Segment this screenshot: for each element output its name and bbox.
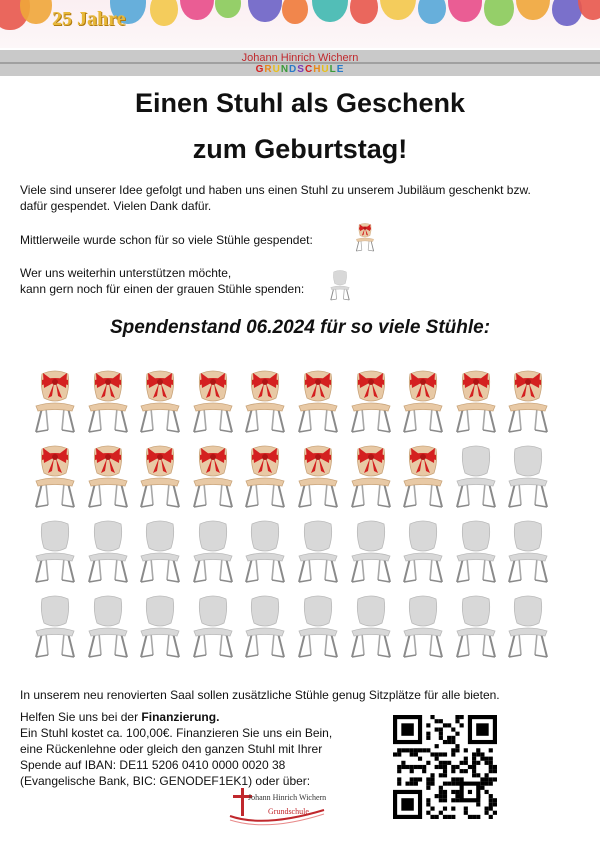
available-chair: [346, 518, 396, 584]
title-line-2: zum Geburtstag!: [192, 134, 408, 164]
iban-line: Spende auf IBAN: DE11 5206 0410 0000 0020 38: [20, 758, 286, 772]
donated-chair: [188, 443, 238, 509]
donated-chair: [293, 443, 343, 509]
available-chair: [398, 518, 448, 584]
qr-code[interactable]: [393, 715, 497, 819]
hall-note: In unserem neu renovierten Saal sollen zusätzliche Stühle genug Sitzplätze für alle bieten.: [20, 688, 500, 702]
title-line-1: Einen Stuhl als Geschenk: [134, 88, 466, 118]
available-chair: [135, 518, 185, 584]
available-chair: [451, 443, 501, 509]
intro-text-2: dafür gespendet. Vielen Dank dafür.: [20, 199, 212, 213]
available-chair: [240, 593, 290, 659]
available-chair: [30, 593, 80, 659]
available-chair: [503, 443, 553, 509]
logo-text-bottom: Grundschule: [268, 807, 309, 816]
support-note-2: kann gern noch für einen der grauen Stühle spenden:: [20, 282, 305, 296]
available-chair: [240, 518, 290, 584]
donated-chair: [83, 443, 133, 509]
available-chair: [451, 593, 501, 659]
school-name: Johann Hinrich Wichern: [241, 52, 359, 64]
donated-note: Mittlerweile wurde schon für so viele Stühle gespendet:: [20, 233, 313, 247]
donated-chair: [135, 368, 185, 434]
donated-chair: [30, 443, 80, 509]
help-line: [20, 709, 219, 725]
available-chair: [503, 593, 553, 659]
donated-chair: [188, 368, 238, 434]
school-type: GRUNDSCHULE: [255, 64, 345, 75]
cost-line: Ein Stuhl kostet ca. 100,00€. Finanzieren Sie uns ein Bein,: [20, 726, 333, 740]
donated-chair: [83, 368, 133, 434]
balloon-banner: [0, 0, 600, 48]
grey-chair-icon: [327, 269, 353, 301]
support-note-1: Wer uns weiterhin unterstützen möchte,: [20, 266, 232, 280]
available-chair: [135, 593, 185, 659]
chair-grid: [28, 362, 573, 666]
donated-chair: [30, 368, 80, 434]
logo-text-top: Johann Hinrich Wichern: [248, 793, 327, 802]
donated-chair: [135, 443, 185, 509]
donated-chair: [346, 368, 396, 434]
available-chair: [398, 593, 448, 659]
available-chair: [346, 593, 396, 659]
bank-line: (Evangelische Bank, BIC: GENODEF1EK1) oder über:: [20, 774, 311, 788]
school-logo: [224, 786, 330, 830]
donated-chair: [398, 443, 448, 509]
available-chair: [83, 593, 133, 659]
available-chair: [293, 593, 343, 659]
donated-chair: [398, 368, 448, 434]
available-chair: [30, 518, 80, 584]
available-chair: [83, 518, 133, 584]
donated-chair: [346, 443, 396, 509]
donated-chair: [293, 368, 343, 434]
donated-chair: [240, 368, 290, 434]
status-heading: Spendenstand 06.2024 für so viele Stühle:: [109, 317, 491, 338]
anniversary-label: 25 Jahre: [52, 8, 126, 30]
available-chair: [188, 518, 238, 584]
donated-chair: [503, 368, 553, 434]
help-prefix: Helfen Sie uns bei der: [20, 710, 142, 724]
donated-chair: [240, 443, 290, 509]
available-chair: [503, 518, 553, 584]
donated-chair: [451, 368, 501, 434]
help-bold: Finanzierung.: [141, 710, 220, 724]
available-chair: [451, 518, 501, 584]
intro-text-1: Viele sind unserer Idee gefolgt und haben uns einen Stuhl zu unserem Jubiläum geschenkt bzw.: [20, 183, 531, 197]
donated-chair-icon: [352, 222, 378, 252]
available-chair: [188, 593, 238, 659]
parts-line: eine Rückenlehne oder gleich den ganzen Stuhl mit Ihrer: [20, 742, 323, 756]
available-chair: [293, 518, 343, 584]
